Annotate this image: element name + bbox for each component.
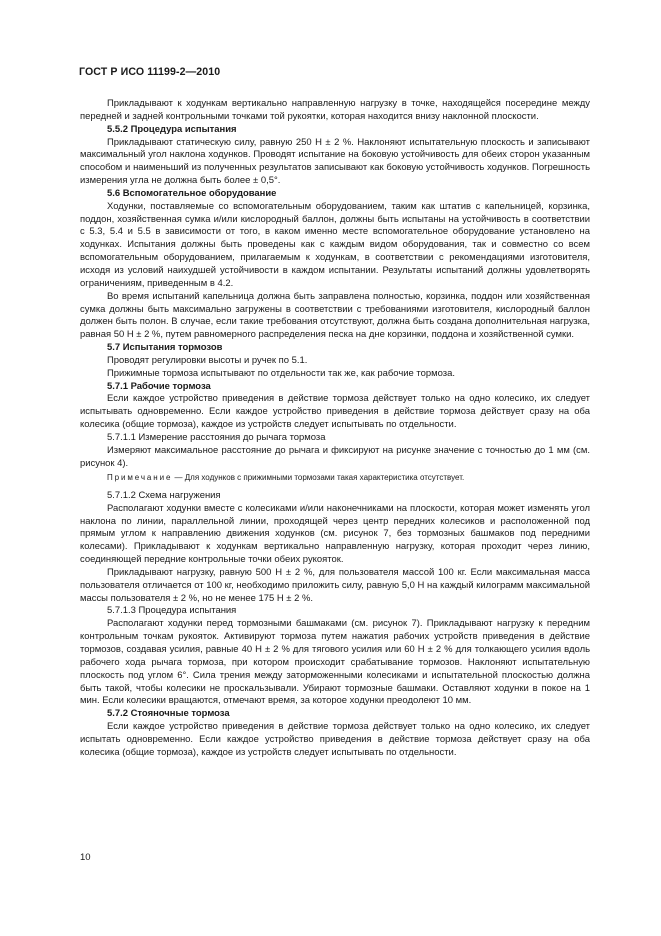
note xyxy=(80,472,590,484)
section-heading: 5.7.2 Стояночные тормоза xyxy=(107,708,230,720)
section-heading: 5.7.1.3 Процедура испытания xyxy=(107,605,237,617)
paragraph: Прижимные тормоза испытывают по отдельности так же, как рабочие тормоза. xyxy=(107,367,455,379)
document-body xyxy=(80,98,590,760)
note-label: Примечание xyxy=(107,473,173,483)
paragraph: Если каждое устройство приведения в действие тормоза действует только на одно колесико, их следует испытать одновременно. Если каждое устройство приведения в действие тормоза действует сразу на оба колесика (общие тормоза), каждое из устройств следует испытывать по отдельности. xyxy=(80,721,590,758)
paragraph: Прикладывают статическую силу, равную 250 Н ± 2 %. Наклоняют испытательную плоскость и записывают максимальный угол наклона ходунков. Проводят испытание на боковую устойчивость для обеих сторон указанным способом и наименьший из полученных результатов записывают как боковую устойчивость ходунков. Погрешность измерения угла не должна быть более ± 0,5°. xyxy=(80,136,590,187)
page-number: 10 xyxy=(80,852,91,863)
document-header: ГОСТ Р ИСО 11199-2—2010 xyxy=(79,66,221,78)
paragraph: Располагают ходунки вместе с колесиками и/или наконечниками на плоскости, которая может изменять угол наклона по линии, параллельной линии, проходящей через центр передних колесиков и расположенной под прямым углом к направлению движения ходунков (см. рисунок 7, без тормозных башмаков под передними колесами). Прикладывают к ходункам вертикально направленную нагрузку, которая проходит через линию, соединяющей передние контрольные точки обеих рукояток. xyxy=(80,502,590,566)
section-heading: 5.7.1.1 Измерение расстояния до рычага тормоза xyxy=(107,431,326,443)
section-heading: 5.7.1.2 Схема нагружения xyxy=(107,489,221,501)
section-heading: 5.7 Испытания тормозов xyxy=(107,342,223,354)
paragraph: Если каждое устройство приведения в действие тормоза действует только на одно колесико, их следует испытывать одновременно. Если каждое устройство приведения в действие тормоза действует сразу на оба колесика (общие тормоза), каждое из устройств следует испытывать по отдельности. xyxy=(80,393,590,431)
paragraph: Ходунки, поставляемые со вспомогательным оборудованием, таким как штатив с капельницей, корзинка, поддон, хозяйственная сумка и/или кислородный баллон, должны быть испытаны на устойчивость в соответствии с 5.3, 5.4 и 5.5 в зависимости от того, в каком именно месте вспомогательное оборудование установлено на ходунках. Испытания должны быть проведены как с каждым видом оборудования, так и совместно со всем вспомогательным оборудованием, прилагаемым к ходункам, в соответствии с рекомендациями изготовителя, исходя из условий наихудшей устойчивости в каждом испытании. Результаты испытаний должны удовлетворять ограничениям, приведенным в 4.2. xyxy=(80,200,590,289)
paragraph: Проводят регулировки высоты и ручек по 5.1. xyxy=(107,354,308,366)
paragraph: Прикладывают нагрузку, равную 500 Н ± 2 %, для пользователя массой 100 кг. Если максимальная масса пользователя отличается от 100 кг, необходимо приложить силу, равную 5,0 Н на каждый килограмм максимальной массы пользователя ± 2 %, но не менее 175 Н ± 2 %. xyxy=(80,566,590,604)
paragraph: Прикладывают к ходункам вертикально направленную нагрузку в точке, находящейся посередине между передней и задней контрольными точками той рукоятки, которая находится внизу наклонной плоскости. xyxy=(80,98,590,122)
section-heading: 5.7.1 Рабочие тормоза xyxy=(107,380,211,392)
section-heading: 5.5.2 Процедура испытания xyxy=(107,123,237,135)
paragraph: Располагают ходунки перед тормозными башмаками (см. рисунок 7). Прикладывают нагрузку к передним контрольным точкам рукояток. Активируют тормоза путем нажатия рабочих устройств приведения в действие тормозов, создавая усилия, равные 40 Н ± 2 % для тягового усилия или 60 Н ± 2 % для толкающего усилия вдоль рабочего хода рычага тормоза, при котором происходит срабатывание тормозов. Наклоняют испытательную плоскость под углом 6°. Сила трения между заторможенными колесиками и испытательной плоскостью должна быть такой, чтобы колесики не проскальзывали. Убирают тормозные башмаки. Оставляют ходунки в покое на 1 мин. Если колесики вращаются, отмечают время, за которое ходунки преодолеют 10 мм. xyxy=(80,618,590,707)
paragraph: Измеряют максимальное расстояние до рычага и фиксируют на рисунке значение с точностью до 1 мм (см. рисунок 4). xyxy=(80,444,590,469)
section-heading: 5.6 Вспомогательное оборудование xyxy=(107,187,277,199)
paragraph: Во время испытаний капельница должна быть заправлена полностью, корзинка, поддон или хозяйственная сумка должны быть максимально загружены в соответствии с требованиями изготовителя, кислородный баллон должен быть полон. В случае, если такие требования отсутствуют, должна быть создана дополнительная нагрузка, равная 50 Н ± 2 %, путем равномерного распределения песка на дне корзинки, поддона и хозяйственной сумки. xyxy=(80,290,590,341)
note-text: — Для ходунков с прижимными тормозами такая характеристика отсутствует. xyxy=(172,473,465,483)
